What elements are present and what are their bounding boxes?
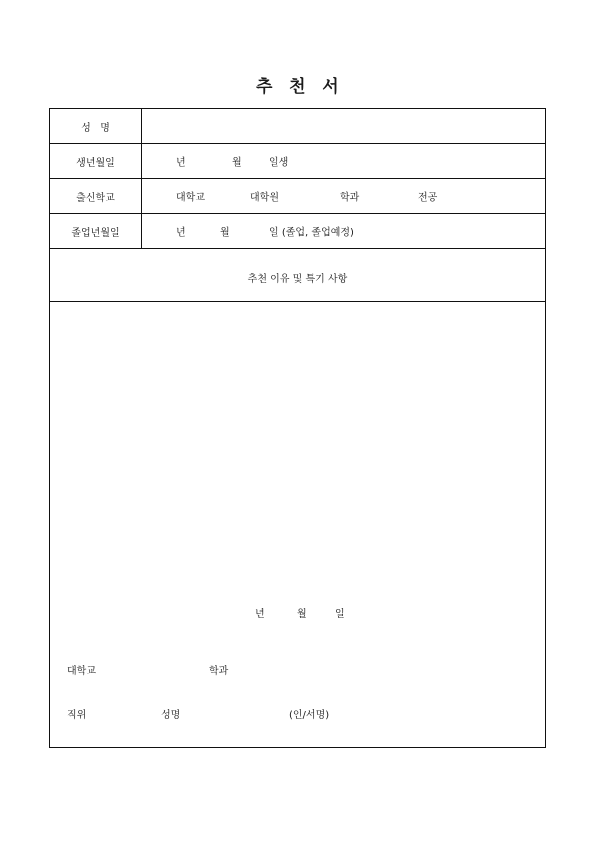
school-graduate-unit: 대학원 [250,192,279,204]
birth-day-unit: 일생 [269,157,289,169]
document-title: 추 천 서 [255,77,340,97]
footer-date-year: 년 [255,609,265,620]
name-row [50,109,545,144]
reason-content-area[interactable] [50,302,545,582]
birth-month-unit: 월 [232,157,242,169]
graduation-year-unit: 년 [176,227,186,239]
footer-date-month: 월 [297,609,307,620]
birth-label: 생년월일 [50,144,142,178]
recommendation-form [49,108,546,748]
graduation-row [50,214,545,249]
school-department-unit: 학과 [340,192,360,204]
school-major-unit: 전공 [418,192,438,204]
name-label: 성 명 [50,109,142,143]
footer-university: 대학교 [67,666,96,677]
school-row [50,179,545,214]
footer-department: 학과 [209,666,229,677]
graduation-month-unit: 월 [220,227,230,239]
reason-header-row [50,249,545,302]
birth-row [50,144,545,179]
footer-seal-signature: (인/서명) [289,710,330,721]
name-value-field[interactable] [142,109,545,143]
birth-year-unit: 년 [176,157,186,169]
footer-date-day: 일 [335,609,345,620]
school-university-unit: 대학교 [176,192,205,204]
graduation-label: 졸업년월일 [50,214,142,248]
school-label: 출신학교 [50,179,142,213]
graduation-day-status: 일 (졸업, 졸업예정) [269,227,354,239]
footer-position: 직위 [67,710,87,721]
reason-header: 추천 이유 및 특기 사항 [247,274,348,285]
footer-name: 성명 [161,710,181,721]
